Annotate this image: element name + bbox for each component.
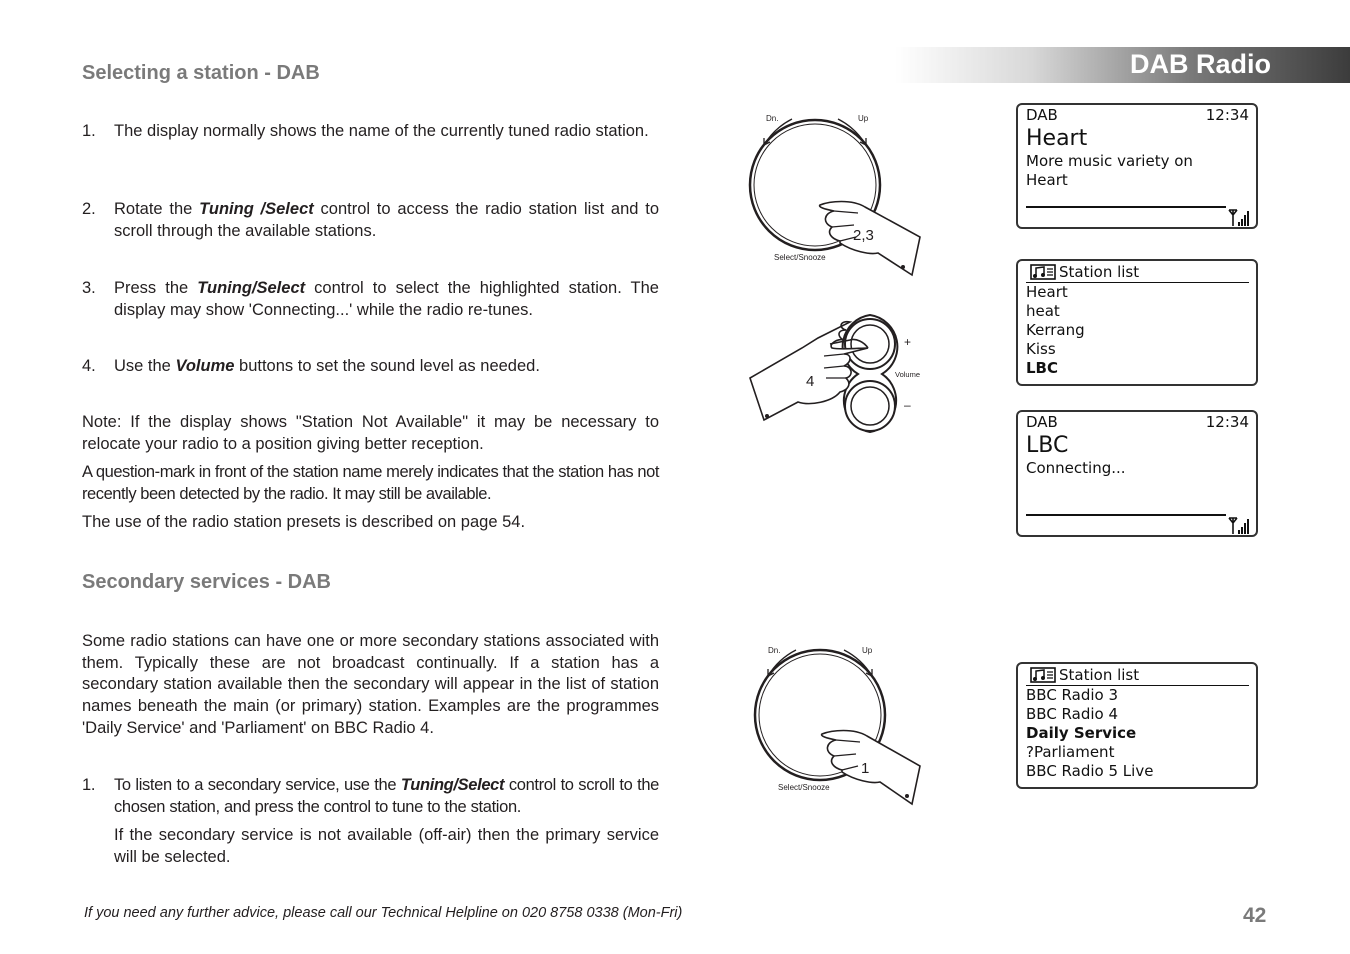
- lcd-mode: DAB: [1026, 413, 1058, 431]
- dn-label: Dn.: [766, 114, 779, 123]
- lcd-text-line: Heart: [1026, 171, 1068, 189]
- station-list-icon: [1030, 264, 1056, 280]
- volume-label: Volume: [895, 370, 921, 379]
- lcd-time: 12:34: [1205, 106, 1249, 124]
- lcd-header: [1026, 413, 1249, 431]
- secondary-step-note: If the secondary service is not available (off-air) then the primary service will be selected.: [114, 826, 659, 866]
- secondary-intro: Some radio stations can have one or more secondary stations associated with them. Typically these are not broadcast continually. If a station has a secondary station available then the secondary will appear in the list of station names beneath the main (or primary) station. Examples are the programmes 'Daily Service' and 'Parliament' on BBC Radio 4.: [82, 632, 659, 737]
- lcd-text-line: More music variety on: [1026, 152, 1193, 170]
- lcd-signal-bar: [1026, 514, 1226, 516]
- tuning-knob-illustration: [740, 105, 940, 285]
- list-item: BBC Radio 5 Live: [1026, 762, 1154, 780]
- dn-label: Dn.: [768, 646, 781, 655]
- up-label: Up: [862, 646, 873, 655]
- helpline-footer: If you need any further advice, please call our Technical Helpline on 020 8758 0338 (Mon-Fri): [84, 905, 683, 921]
- signal-strength-icon: [1228, 517, 1250, 535]
- list-item: BBC Radio 3: [1026, 686, 1119, 704]
- lcd-screen-connecting: [1016, 410, 1258, 537]
- step-3: 3. Press the Tuning/Select control to select the highlighted station. The display may show 'Connecting...' while the radio re-tunes.: [82, 279, 659, 319]
- volume-plus-label: +: [904, 335, 912, 349]
- note-reception: Note: If the display shows "Station Not Available" it may be necessary to relocate your radio to a position giving better reception.: [82, 413, 659, 453]
- list-title-text: Station list: [1059, 666, 1140, 684]
- callout-label: 1: [861, 760, 870, 777]
- lcd-text-line: Connecting...: [1026, 459, 1126, 477]
- list-item: heat: [1026, 302, 1060, 320]
- lcd-list-title: [1026, 262, 1249, 283]
- list-item-selected: LBC: [1026, 359, 1058, 377]
- section-heading-selecting-station: Selecting a station - DAB: [82, 62, 320, 84]
- select-snooze-label: Select/Snooze: [778, 783, 830, 792]
- lcd-header: [1026, 106, 1249, 124]
- note-presets: The use of the radio station presets is described on page 54.: [82, 513, 526, 531]
- step-1: 1. The display normally shows the name of the currently tuned radio station.: [82, 122, 649, 140]
- select-snooze-label: Select/Snooze: [774, 253, 826, 262]
- lcd-time: 12:34: [1205, 413, 1249, 431]
- list-item: Kiss: [1026, 340, 1056, 358]
- lcd-station-name: Heart: [1026, 126, 1088, 151]
- note-question-mark: A question-mark in front of the station name merely indicates that the station has not recently been detected by the radio. It may still be available.: [82, 463, 659, 503]
- tuning-knob-illustration-2: [740, 638, 940, 818]
- list-item-selected: Daily Service: [1026, 724, 1137, 742]
- list-item: Heart: [1026, 283, 1068, 301]
- lcd-screen-now-playing: [1016, 103, 1258, 229]
- section-heading-secondary-services: Secondary services - DAB: [82, 571, 332, 593]
- list-item: Kerrang: [1026, 321, 1085, 339]
- lcd-station-name: LBC: [1026, 433, 1069, 458]
- lcd-mode: DAB: [1026, 106, 1058, 124]
- list-item: BBC Radio 4: [1026, 705, 1119, 723]
- lcd-screen-secondary-list: [1016, 662, 1258, 789]
- banner-title: DAB Radio: [1130, 49, 1271, 79]
- page-number: 42: [1243, 904, 1267, 927]
- up-label: Up: [858, 114, 869, 123]
- lcd-screen-station-list: [1016, 259, 1258, 386]
- callout-label: 2,3: [853, 227, 874, 244]
- volume-buttons-illustration: [740, 308, 940, 438]
- control-name: Volume: [175, 357, 235, 375]
- volume-minus-label: –: [904, 398, 911, 412]
- step-2: 2. Rotate the Tuning /Select control to access the radio station list and to scroll through the available stations.: [82, 200, 659, 240]
- list-item: ?Parliament: [1026, 743, 1115, 761]
- control-name: Tuning/Select: [400, 776, 505, 794]
- list-title-text: Station list: [1059, 263, 1140, 281]
- control-name: Tuning /Select: [199, 200, 314, 218]
- control-name: Tuning/Select: [197, 279, 306, 297]
- lcd-signal-bar: [1026, 206, 1226, 208]
- lcd-list-title: [1026, 665, 1249, 686]
- signal-strength-icon: [1228, 209, 1250, 227]
- callout-label: 4: [806, 373, 815, 390]
- section-banner: [895, 47, 1350, 83]
- step-4: 4. Use the Volume buttons to set the sound level as needed.: [82, 357, 540, 375]
- station-list-icon: [1030, 667, 1056, 683]
- secondary-step-1: 1. To listen to a secondary service, use the Tuning/Select control to scroll to the chosen station, and press the control to tune to the station.: [82, 776, 659, 816]
